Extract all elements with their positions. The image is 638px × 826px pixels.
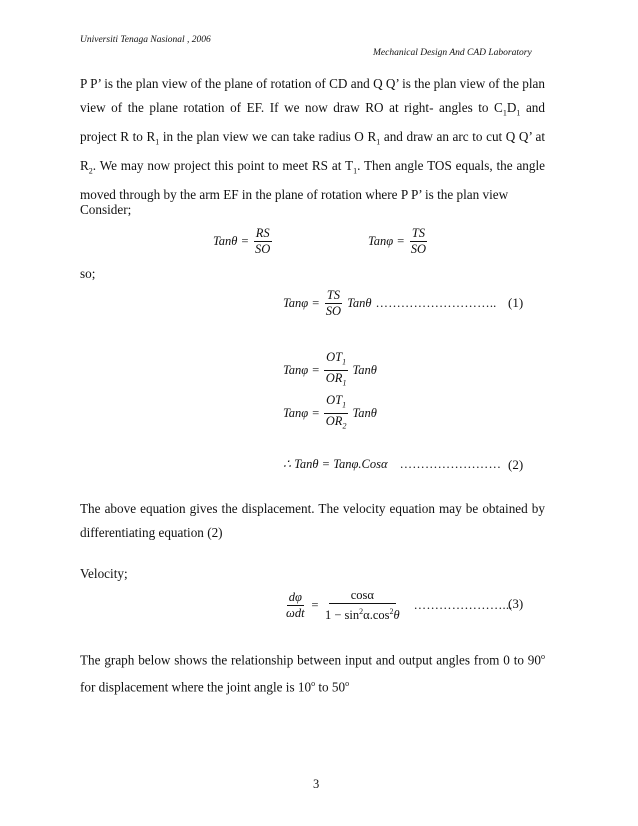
equation-1: Tanφ = $\frac{TS}{SO}$ Tanθ ……………………….. [283,288,497,318]
equation-r1: Tanφ = $\frac{OT_1}{OR_1}$ Tanθ [283,350,377,387]
consider-label: Consider; [80,202,132,217]
equation-3: $\frac{d\varphi}{\text{ωdt}}$ = $\frac{\cos\alpha}{1 - \sin^2\alpha.\cos^2\theta}$ …………………... [286,588,513,623]
equation-tan-theta: Tanθ = $\frac{RS}{SO}$ [213,226,271,256]
paragraph-displacement: The above equation gives the displacement. The velocity equation may be obtained by differentiating equation (2) [80,501,545,540]
velocity-label: Velocity; [80,566,128,581]
equation-2: ∴ Tanθ = Tanφ.Cosα …………………… [283,456,502,471]
equation-tan-phi: Tanφ = $\frac{TS}{SO}$ [368,226,427,256]
equation-r2: Tanφ = $\frac{OT_1}{OR_2}$ Tanθ [283,393,377,430]
equation-3-number: (3) [508,596,524,611]
equation-2-number: (2) [508,457,524,472]
equation-1-number: (1) [508,295,524,310]
page-number: 3 [313,777,320,791]
so-label: so; [80,266,96,281]
header-left: Universiti Tenaga Nasional , 2006 [80,35,211,45]
header-right: Mechanical Design And CAD Laboratory [373,48,532,58]
paragraph-plan-view: P P’ is the plan view of the plane of rotation of CD and Q Q’ is the plan view of the plan view of the plane rotation of EF. If we now draw RO at right- angles to $C_1D_1$ and project R to $R_1$ in the plan view we can take radius O $R_1$ and draw an arc to cut Q Q’ at $R_2$. We may now project this point to meet RS at $T_1$. Then angle TOS equals, the angle moved through by the arm EF in the plane of rotation where P P’ is the plan view [80,76,546,202]
paragraph-graph: The graph below shows the relationship between input and output angles from 0 to 90$^o$ for displacement where the joint angle is 10$^o$ to 50$^o$ [80,652,545,695]
